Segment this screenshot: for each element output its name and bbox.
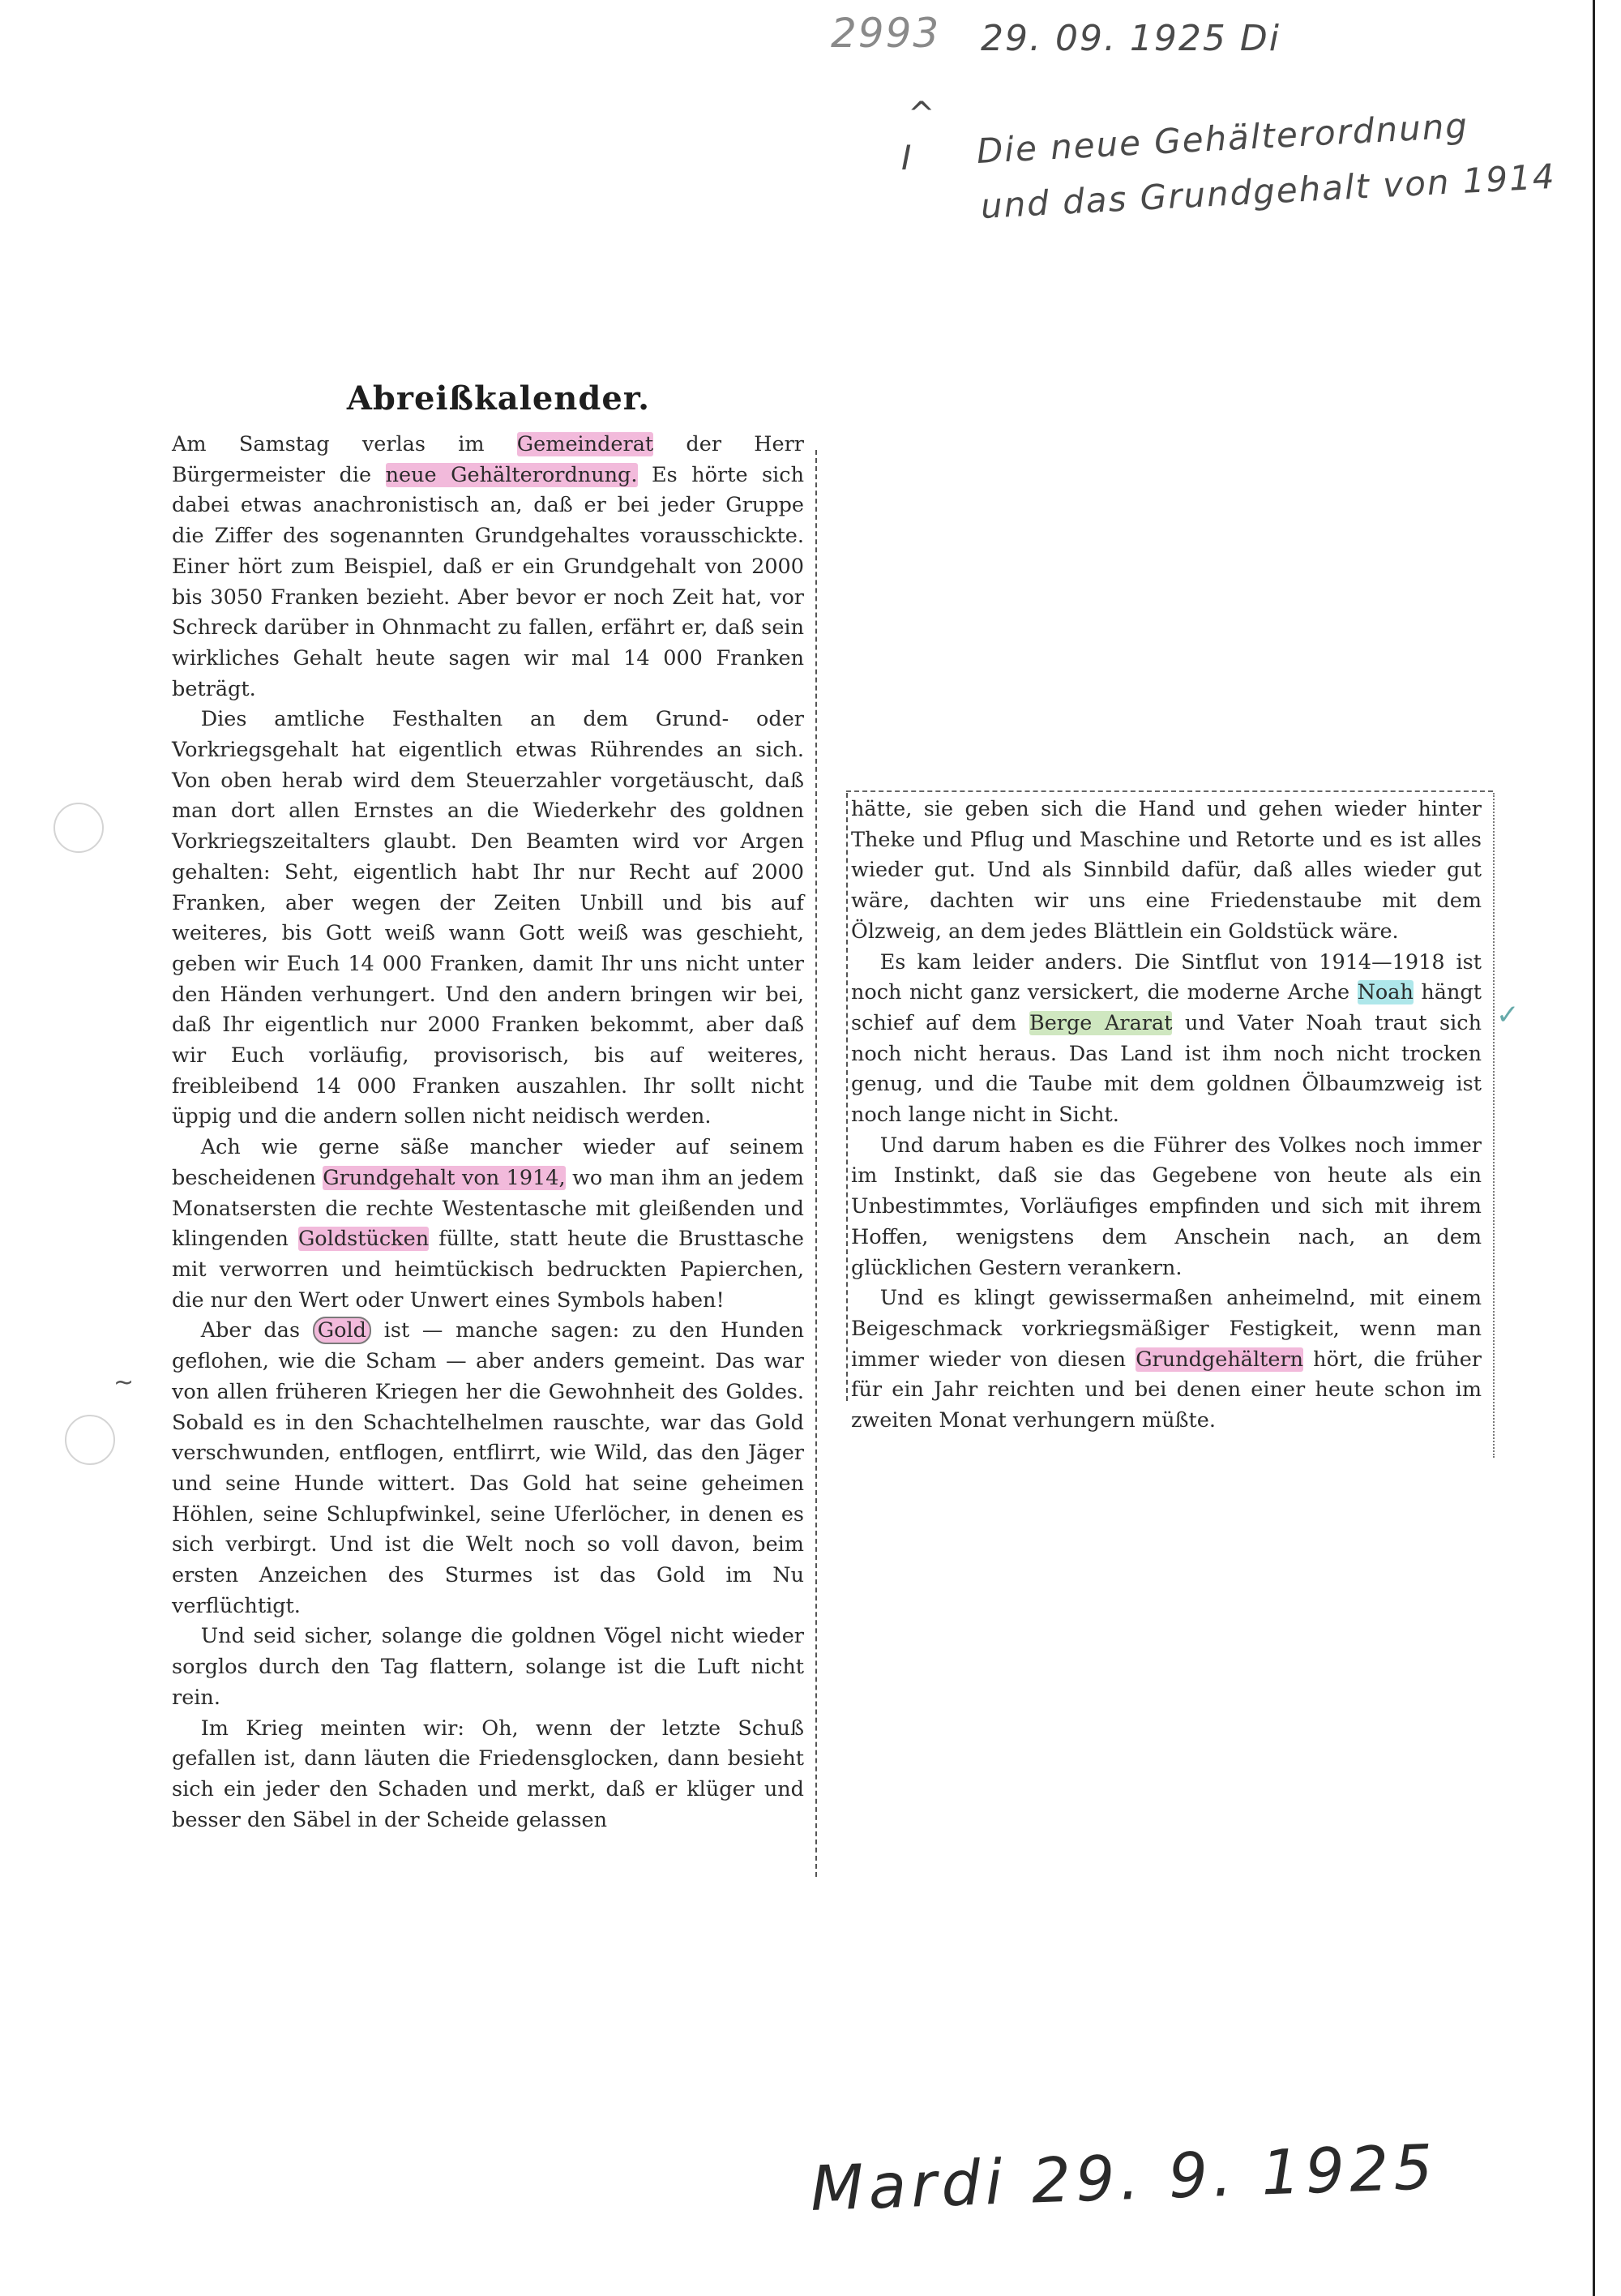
text-run: Aber das bbox=[200, 1318, 313, 1343]
paragraph: Im Krieg meinten wir: Oh, wenn der letzte Schuß gefallen ist, dann läuten die Friedensglocken, dann besieht sich ein jeder den Schaden und merkt, daß er klüger und besser den Säbel in der Scheide gelassen bbox=[172, 1716, 804, 1832]
paragraph: Und seid sicher, solange die goldnen Vögel nicht wieder sorglos durch den Tag flattern, solange ist die Luft nicht rein. bbox=[172, 1624, 804, 1710]
text-run: hängt schief auf dem bbox=[851, 980, 1482, 1035]
paragraph bbox=[851, 1283, 1482, 1437]
highlight-gehaelterordnung: neue Gehälterordnung. bbox=[385, 462, 638, 487]
section-caret: ^ bbox=[908, 96, 937, 133]
section-mark: I bbox=[901, 138, 913, 178]
highlight-gold: Gold bbox=[313, 1317, 371, 1344]
clipping-edge-right-a bbox=[846, 793, 849, 1401]
paragraph bbox=[851, 948, 1482, 1131]
text-run: hört, die früher für ein Jahr reichten und bei denen einer heute schon im zweiten Monat verhungern müßte. bbox=[851, 1347, 1482, 1433]
clipping-edge-left bbox=[815, 450, 819, 1877]
page-edge-rule bbox=[1593, 0, 1595, 2296]
article-column-left bbox=[172, 430, 804, 1836]
text-run: und Vater Noah traut sich noch nicht heraus. Das Land ist ihm noch nicht trocken genug, und die Taube mit dem goldnen Ölbaumzweig ist noch lange nicht in Sicht. bbox=[851, 1010, 1482, 1128]
topic-line-2: und das Grundgehalt von 1914 bbox=[979, 156, 1557, 226]
clipping-edge-top bbox=[846, 790, 1493, 792]
paragraph bbox=[172, 1133, 804, 1316]
text-run: füllte, statt heute die Brusttasche mit verworren und heimtückisch bedruckten Papierchen, die nur den Wert oder Unwert eines Symbols haben! bbox=[172, 1227, 804, 1313]
margin-check-mark: ✓ bbox=[1496, 999, 1520, 1031]
paragraph bbox=[172, 430, 804, 705]
highlight-gemeinderat: Gemeinderat bbox=[516, 432, 654, 456]
highlight-berge-ararat: Berge Ararat bbox=[1029, 1010, 1173, 1035]
text-run: der Herr Bürgermeister die bbox=[172, 432, 804, 487]
text-run: Es hörte sich dabei etwas anachronistisch an, daß er bei jeder Gruppe die Ziffer des sogenannten Grundgehaltes vorausschickte. Einer hört zum Beispiel, daß er ein Grundgehalt von 2000 bis 3050 Franken bezieht. Aber bevor er noch Zeit hat, vor Schreck darüber in Ohnmacht zu fallen, erfährt er, daß sein wirkliches Gehalt heute sagen wir mal 14 000 Franken beträgt. bbox=[172, 462, 805, 701]
paragraph bbox=[172, 1316, 804, 1621]
footer-date: Mardi 29. 9. 1925 bbox=[809, 2131, 1439, 2225]
archive-date-note: 29. 09. 1925 Di bbox=[981, 18, 1281, 59]
text-run: Und es klingt gewissermaßen anheimelnd, mit einem Beigeschmack vorkriegsmäßiger Festigkeit, wenn man immer wieder von diesen bbox=[851, 1286, 1482, 1372]
article-column-right bbox=[851, 795, 1482, 1437]
punch-hole-top bbox=[53, 803, 104, 853]
text-run: wo man ihm an jedem Monatsersten die rechte Westentasche mit gleißenden und klingenden bbox=[172, 1165, 804, 1252]
margin-tilde-mark: ~ bbox=[113, 1369, 135, 1397]
text-run: ist — manche sagen: zu den Hunden geflohen, wie die Scham — aber anders gemeint. Das war von allen früheren Kriegen her die Gewohnheit des Goldes. Sobald es in den Schachtelhelmen rauschte, war das Gold verschwunden, entflogen, entflirrt, wie Wild, das den Jäger und seine Hunde wittert. Das Gold hat seine geheimen Höhlen, seine Schlupfwinkel, seine Uferlöcher, in denen es sich verbirgt. Und ist die Welt noch so voll davon, beim ersten Anzeichen des Sturmes ist das Gold im Nu verflüchtigt. bbox=[172, 1318, 805, 1618]
text-run: Es kam leider anders. Die Sintflut von 1914—1918 ist noch nicht ganz versickert, die moderne Arche bbox=[851, 949, 1482, 1005]
highlight-goldstuecken: Goldstücken bbox=[297, 1227, 430, 1252]
highlight-grundgehalt-1914: Grundgehalt von 1914, bbox=[323, 1165, 566, 1190]
topic-line-1: Die neue Gehälterordnung bbox=[975, 105, 1470, 171]
paragraph: hätte, sie geben sich die Hand und gehen wieder hinter Theke und Pflug und Maschine und Retorte und es ist alles wieder gut. Und als Sinnbild dafür, daß alles wieder gut wäre, dachten wir uns eine Friedenstaube mit dem Ölzweig, an dem jedes Blättlein ein Goldstück wäre. bbox=[851, 797, 1482, 944]
text-run: Am Samstag verlas im bbox=[172, 432, 517, 456]
text-run: Ach wie gerne säße mancher wieder auf seinem bescheidenen bbox=[172, 1135, 804, 1190]
article-title: Abreißkalender. bbox=[346, 379, 651, 418]
highlight-noah: Noah bbox=[1357, 980, 1414, 1005]
paragraph: Dies amtliche Festhalten an dem Grund- oder Vorkriegsgehalt hat eigentlich etwas Rührendes an sich. Von oben herab wird dem Steuerzahler vorgetäuscht, daß man dort allen Ernstes an die Wiederkehr des goldnen Vorkriegszeitalters glaubt. Den Beamten wird vor Argen gehalten: Seht, eigentlich habt Ihr nur Recht auf 2000 Franken, aber wegen der Zeiten Unbill und bis auf weiteres, bis Gott weiß wann Gott weiß was geschieht, geben wir Euch 14 000 Franken, damit Ihr uns nicht unter den Händen verhungert. Und den andern bringen wir bei, daß Ihr eigentlich nur 2000 Franken bekommt, aber daß wir Euch vorläufig, provisorisch, bis auf weiteres, freibleibend 14 000 Franken auszahlen. Ihr sollt nicht üppig und die andern sollen nicht neidisch werden. bbox=[172, 707, 804, 1129]
archive-number: 2993 bbox=[831, 10, 941, 57]
clipping-edge-right-b bbox=[1493, 793, 1496, 1458]
paragraph: Und darum haben es die Führer des Volkes noch immer im Instinkt, daß sie das Gegebene von heute als ein Unbestimmtes, Vorläufiges empfinden und sich mit ihrem Hoffen, wenigstens dem Anschein nach, an dem glücklichen Gestern verankern. bbox=[851, 1133, 1482, 1280]
highlight-grundgehaeltern: Grundgehältern bbox=[1136, 1347, 1304, 1372]
punch-hole-bottom bbox=[65, 1415, 115, 1465]
